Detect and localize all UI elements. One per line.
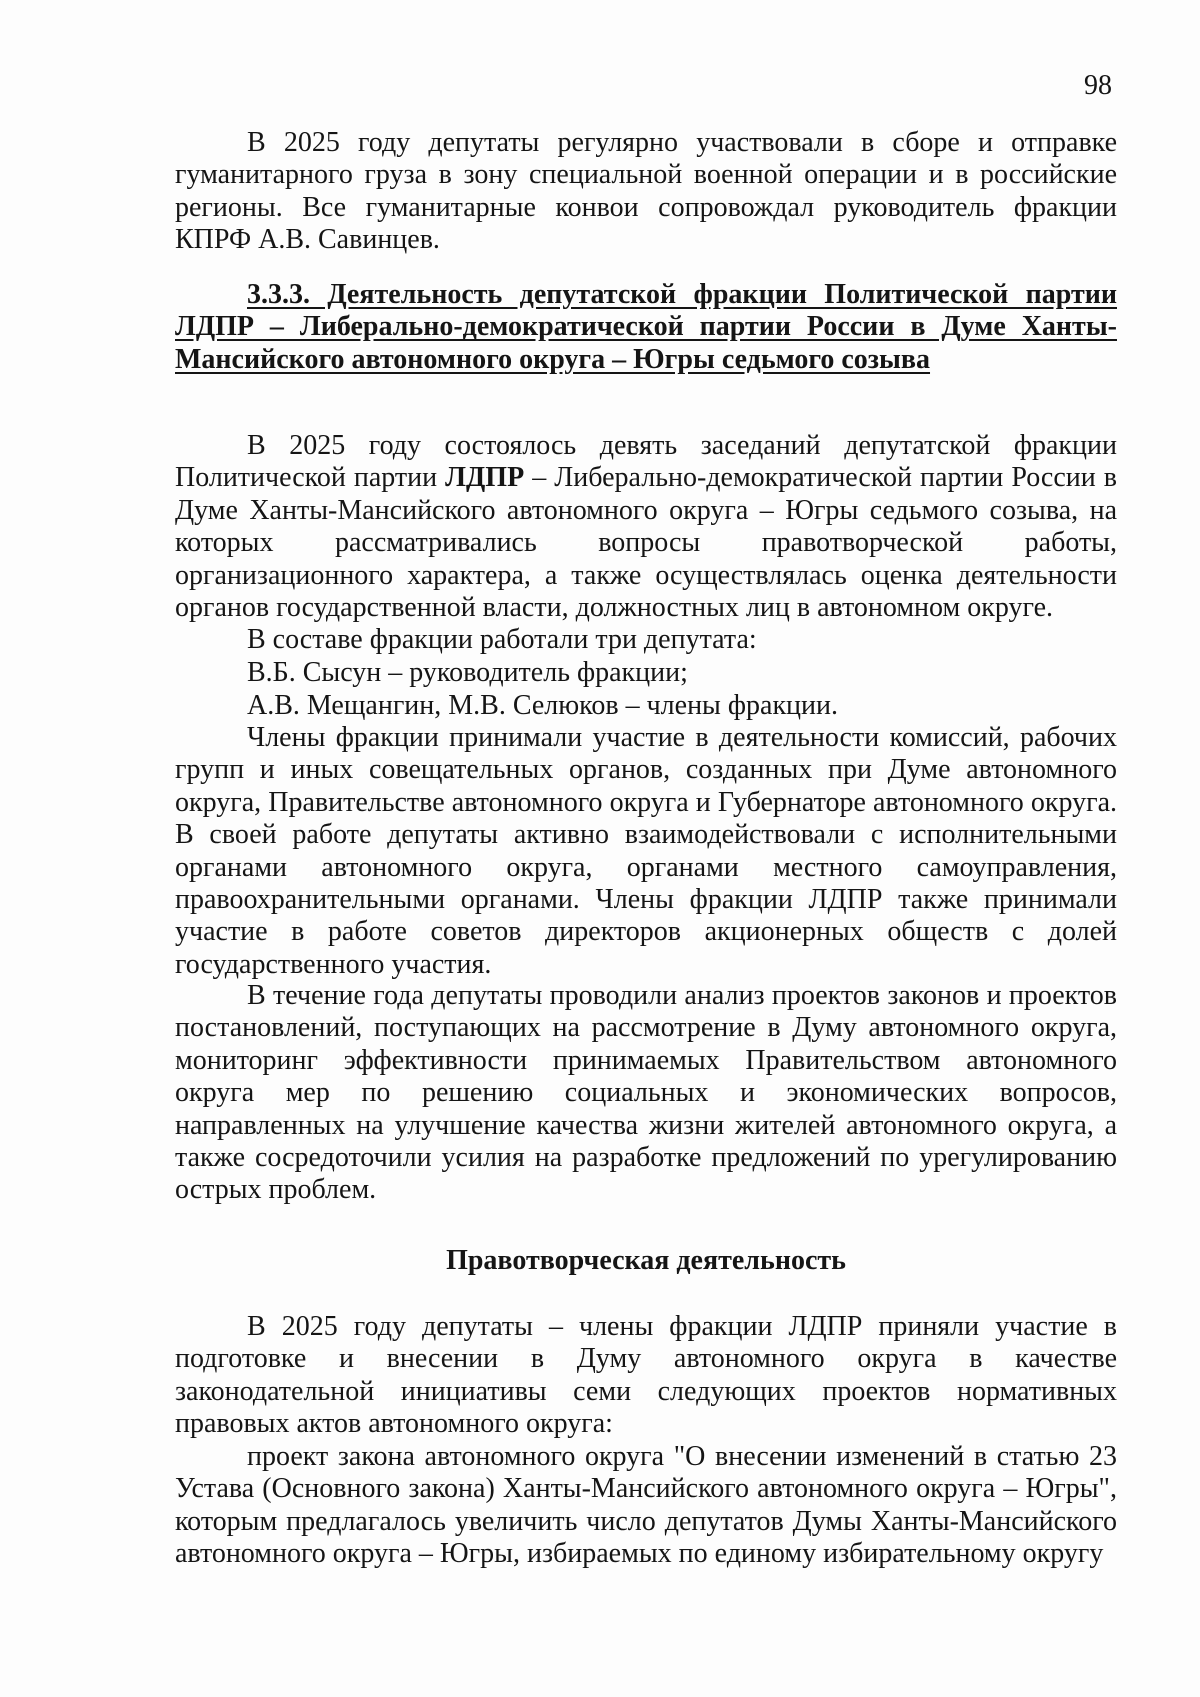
subheading-lawmaking: Правотворческая деятельность	[446, 1245, 846, 1276]
meetings-text-end: – Либерально-демократической партии России в Думе Ханты-Мансийского автономного округа – Югры седьмого созыва, на которых рассматривались вопросы правотворческой работы, организационного характера, а также осуществлялась оценка деятельности органов государственной власти, должностных лиц в автономном округе.	[175, 462, 1118, 624]
paragraph-faction-members: В составе фракции работали три депутата:	[247, 624, 757, 655]
section-heading-line-1: 3.3.3. Деятельность депутатской фракции Политической партии	[247, 279, 1117, 310]
paragraph-faction-member-list: А.В. Мещангин, М.В. Селюков – члены фракции.	[247, 690, 838, 721]
paragraph-faction-meetings	[175, 430, 1117, 624]
paragraph-analysis: В течение года депутаты проводили анализ проектов законов и проектов постановлений, поступающих на рассмотрение в Думу автономного округа, мониторинг эффективности принимаемых Правительством автономного округа мер по решению социальных и экономических вопросов, направленных на улучшение качества жизни жителей автономного округа, а также сосредоточили усилия на разработке предложений по урегулированию острых проблем.	[175, 980, 1117, 1206]
paragraph-legislative-initiative: В 2025 году депутаты – члены фракции ЛДПР приняли участие в подготовке и внесении в Думу автономного округа в качестве законодательной инициативы семи следующих проектов нормативных правовых актов автономного округа:	[175, 1311, 1117, 1440]
section-heading	[175, 279, 1117, 376]
paragraph-faction-leader: В.Б. Сысун – руководитель фракции;	[247, 657, 688, 688]
paragraph-draft-law: проект закона автономного округа "О внесении изменений в статью 23 Устава (Основного закона) Ханты-Мансийского автономного округа – Югры", которым предлагалось увеличить число депутатов Думы Ханты-Мансийского автономного округа – Югры, избираемых по единому избирательному округу	[175, 1441, 1117, 1570]
paragraph-humanitarian-aid: В 2025 году депутаты регулярно участвовали в сборе и отправке гуманитарного груза в зону специальной военной операции и в российские регионы. Все гуманитарные конвои сопровождал руководитель фракции КПРФ А.В. Савинцев.	[175, 127, 1117, 256]
paragraph-participation: Члены фракции принимали участие в деятельности комиссий, рабочих групп и иных совещательных органов, созданных при Думе автономного округа, Правительстве автономного округа и Губернаторе автономного округа. В своей работе депутаты активно взаимодействовали с исполнительными органами автономного округа, органами местного самоуправления, правоохранительными органами. Члены фракции ЛДПР также принимали участие в работе советов директоров акционерных обществ с долей государственного участия.	[175, 722, 1117, 980]
ldpr-bold: ЛДПР	[445, 462, 525, 494]
page-number: 98	[1084, 70, 1112, 101]
section-heading-line-3: Мансийского автономного округа – Югры седьмого созыва	[175, 343, 931, 375]
meetings-text-start: В 2025 году состоялось девять заседаний депутатской фракции Политической партии	[175, 430, 1117, 494]
section-heading-line-2: ЛДПР – Либерально-демократической партии России в Думе Ханты-	[175, 311, 1117, 343]
